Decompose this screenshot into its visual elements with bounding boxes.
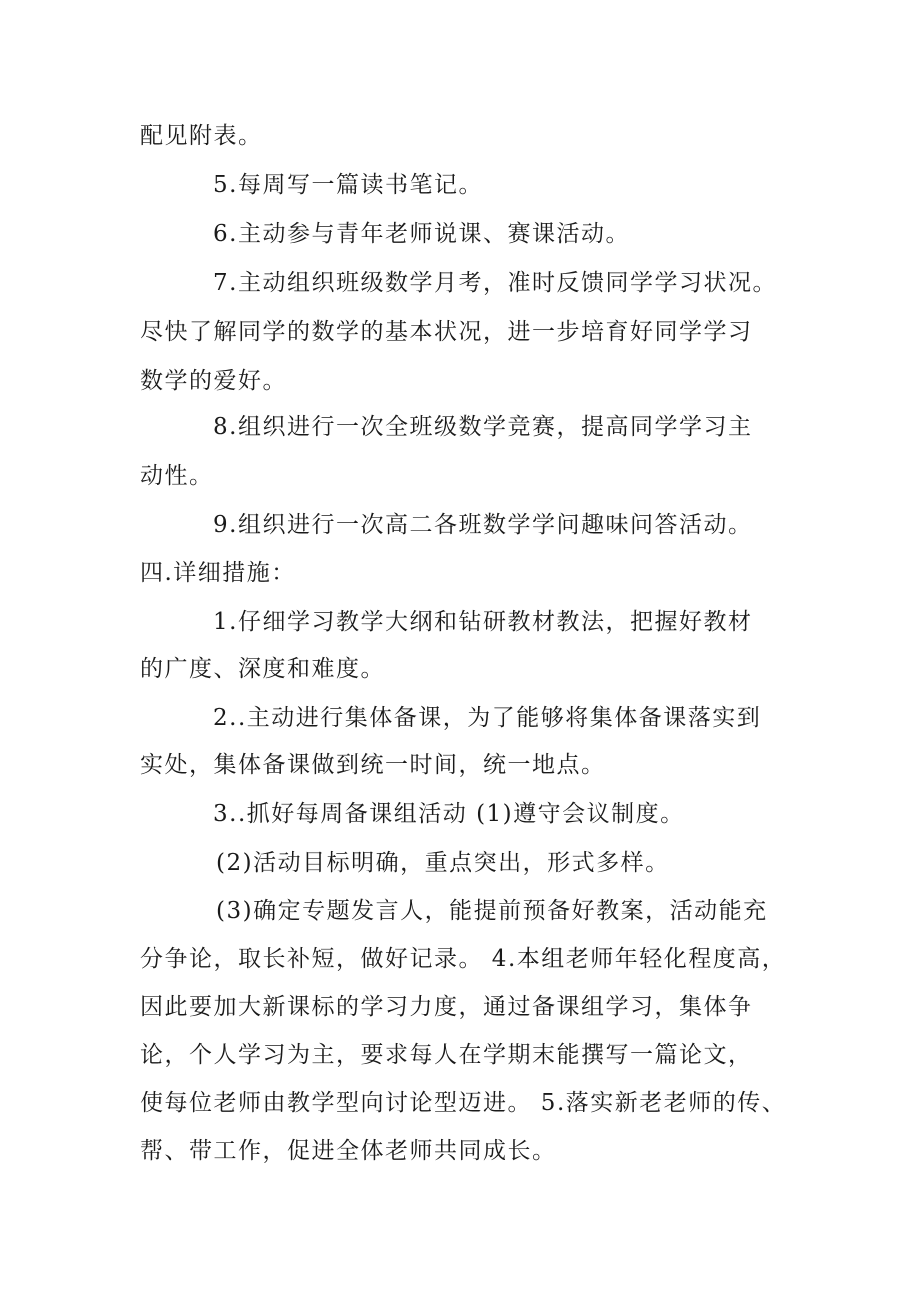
text-line-4: 7.主动组织班级数学月考，准时反馈同学学习状况。 <box>213 270 777 296</box>
text-line-20: 论，个人学习为主，要求每人在学期末能撰写一篇论文， <box>140 1042 753 1068</box>
text-line-14: 实处，集体备课做到统一时间，统一地点。 <box>140 752 606 778</box>
text-line-19: 因此要加大新课标的学习力度，通过备课组学习，集体争 <box>140 994 753 1020</box>
text-line-18: 分争论，取长补短，做好记录。 4.本组老师年轻化程度高， <box>140 946 787 972</box>
text-line-6: 数学的爱好。 <box>140 368 287 394</box>
text-line-7: 8.组织进行一次全班级数学竞赛，提高同学学习主 <box>213 414 753 440</box>
text-line-11: 1.仔细学习教学大纲和钻研教材教法，把握好教材 <box>213 609 753 635</box>
section-heading: 四.详细措施： <box>140 560 296 586</box>
text-line-5: 尽快了解同学的数学的基本状况，进一步培育好同学学习 <box>140 319 753 345</box>
text-line-16: (2)活动目标明确，重点突出，形式多样。 <box>216 850 670 876</box>
text-line-17: (3)确定专题发言人，能提前预备好教案，活动能充 <box>216 898 768 924</box>
text-line-9: 9.组织进行一次高二各班数学学问趣味问答活动。 <box>213 512 753 538</box>
text-line-15: 3..抓好每周备课组活动 (1)遵守会议制度。 <box>213 801 685 827</box>
text-line-1: 配见附表。 <box>140 123 263 149</box>
text-line-13: 2..主动进行集体备课，为了能够将集体备课落实到 <box>213 705 762 731</box>
text-line-22: 帮、带工作，促进全体老师共同成长。 <box>140 1138 557 1164</box>
text-line-12: 的广度、深度和难度。 <box>140 656 385 682</box>
text-line-3: 6.主动参与青年老师说课、赛课活动。 <box>213 221 630 247</box>
text-line-2: 5.每周写一篇读书笔记。 <box>213 172 483 198</box>
text-line-21: 使每位老师由教学型向讨论型迈进。 5.落实新老老师的传、 <box>140 1090 787 1116</box>
text-line-8: 动性。 <box>140 463 214 489</box>
